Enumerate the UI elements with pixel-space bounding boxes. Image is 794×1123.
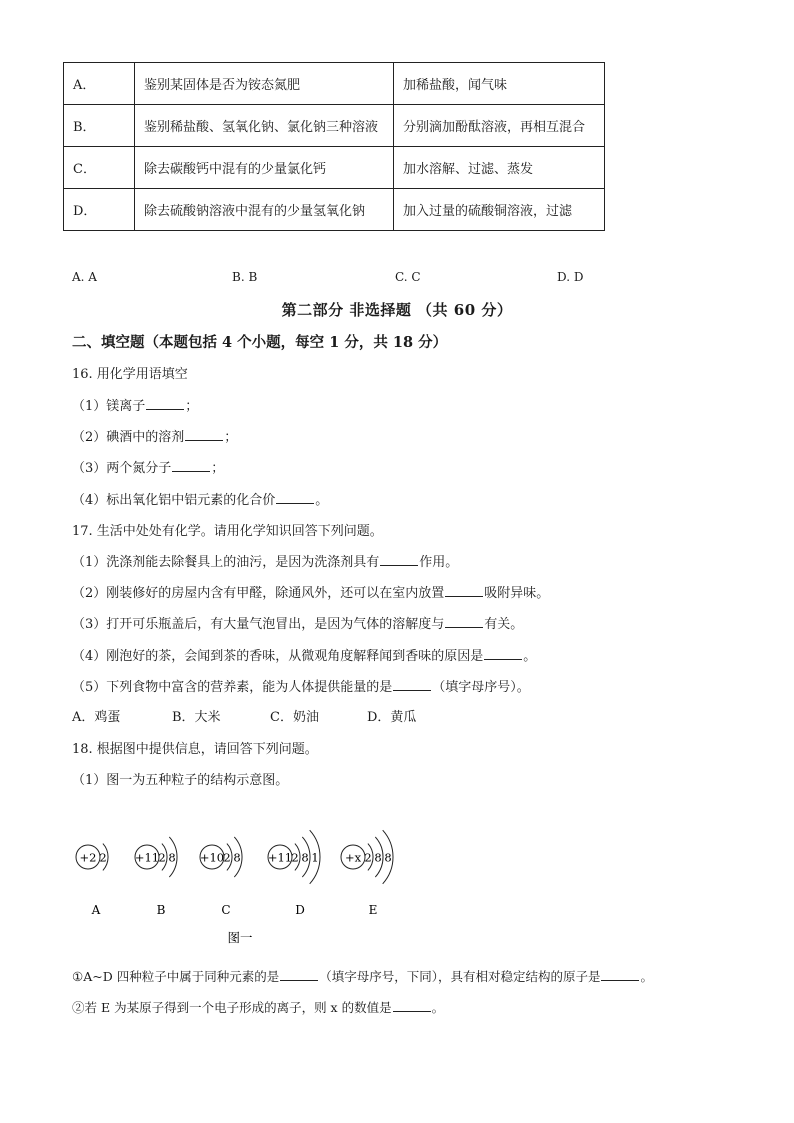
purpose-cell: 除去硫酸钠溶液中混有的少量氢氧化钠 <box>135 189 394 231</box>
table-row <box>64 105 605 147</box>
choice-d: D．黄瓜 <box>367 710 417 725</box>
q17-choices <box>0 706 794 724</box>
part2-title: 第二部分 非选择题 （共 60 分） <box>281 301 513 319</box>
table-row <box>64 63 605 105</box>
choice-a: A．鸡蛋 <box>72 710 121 725</box>
answer-option-c: C. C <box>395 270 421 284</box>
electron-count: 2 <box>364 850 372 865</box>
answer-blank[interactable] <box>276 490 314 504</box>
answer-blank[interactable] <box>393 998 431 1012</box>
q18-sub1: （1）图一为五种粒子的结构示意图。 <box>72 773 289 788</box>
answer-blank[interactable] <box>445 614 483 628</box>
q17-item-4: （4）刚泡好的茶，会闻到茶的香味，从微观角度解释闻到香味的原因是 。 <box>72 645 536 664</box>
nucleus-charge: +11 <box>267 850 293 865</box>
answer-blank[interactable] <box>172 458 210 472</box>
particle-label: E <box>368 903 378 917</box>
particle-label: D <box>295 903 305 917</box>
atomic-structure-diagram <box>60 800 440 950</box>
method-cell: 分别滴加酚酞溶液，再相互混合 <box>394 105 605 147</box>
purpose-cell: 鉴别稀盐酸、氢氧化钠、氯化钠三种溶液 <box>135 105 394 147</box>
q17-item-2: （2）刚装修好的房屋内含有甲醛，除通风外，还可以在室内放置 吸附异味。 <box>72 582 549 601</box>
electron-count: 8 <box>384 850 392 865</box>
nucleus-charge: +11 <box>134 850 160 865</box>
q16-item-3: （3）两个氮分子 ； <box>72 457 224 476</box>
q18-question-1: ①A~D 四种粒子中属于同种元素的是 （填字母序号，下同），具有相对稳定结构的原子是 。 <box>72 969 653 984</box>
answer-blank[interactable] <box>146 396 184 410</box>
table-row <box>64 189 605 231</box>
particle-label: C <box>221 903 231 917</box>
nucleus-charge: +x <box>344 850 362 865</box>
nucleus-charge: +2 <box>79 850 97 865</box>
method-cell: 加水溶解、过滤、蒸发 <box>394 147 605 189</box>
q16-stem: 16. 用化学用语填空 <box>72 367 188 382</box>
table-row <box>64 147 605 189</box>
q16-item-1: （1）镁离子 ； <box>72 395 198 414</box>
option-cell: B． <box>64 105 135 147</box>
choice-c: C．奶油 <box>270 710 319 725</box>
q17-item-5: （5）下列食物中富含的营养素，能为人体提供能量的是 （填字母序号）。 <box>72 676 530 695</box>
answer-blank[interactable] <box>601 967 639 981</box>
electron-count: 8 <box>233 850 241 865</box>
q16-item-4: （4）标出氧化铝中铝元素的化合价 。 <box>72 489 328 508</box>
q18-stem: 18. 根据图中提供信息，请回答下列问题。 <box>72 742 318 757</box>
particle-e <box>341 830 393 917</box>
method-cell: 加稀盐酸，闻气味 <box>394 63 605 105</box>
q17-stem: 17. 生活中处处有化学。请用化学知识回答下列问题。 <box>72 524 383 539</box>
electron-count: 2 <box>291 850 299 865</box>
answer-option-d: D. D <box>557 270 584 284</box>
choice-b: B．大米 <box>172 710 221 725</box>
nucleus-charge: +10 <box>199 850 225 865</box>
section2-title: 二、填空题（本题包括 4 个小题，每空 1 分，共 18 分） <box>72 334 448 351</box>
option-cell: A． <box>64 63 135 105</box>
electron-count: 1 <box>311 850 319 865</box>
electron-count: 8 <box>301 850 309 865</box>
answer-blank[interactable] <box>484 646 522 660</box>
answer-blank[interactable] <box>445 583 483 597</box>
option-cell: D． <box>64 189 135 231</box>
answer-options <box>0 270 794 288</box>
figure-caption: 图一 <box>227 930 253 945</box>
answer-option-b: B. B <box>232 270 258 284</box>
particle-d <box>268 830 320 917</box>
particle-c <box>200 837 242 917</box>
purpose-cell: 鉴别某固体是否为铵态氮肥 <box>135 63 394 105</box>
electron-count: 8 <box>374 850 382 865</box>
electron-count: 2 <box>99 850 107 865</box>
answer-option-a: A. A <box>72 270 97 284</box>
answer-blank[interactable] <box>380 552 418 566</box>
purpose-cell: 除去碳酸钙中混有的少量氯化钙 <box>135 147 394 189</box>
q17-item-3: （3）打开可乐瓶盖后，有大量气泡冒出，是因为气体的溶解度与 有关。 <box>72 613 523 632</box>
particle-a <box>76 844 108 917</box>
electron-count: 2 <box>158 850 166 865</box>
answer-blank[interactable] <box>280 967 318 981</box>
particle-b <box>135 837 177 917</box>
particle-label: A <box>91 903 101 917</box>
method-cell: 加入过量的硫酸铜溶液，过滤 <box>394 189 605 231</box>
experiment-options-table <box>63 62 605 231</box>
q16-item-2: （2）碘酒中的溶剂 ； <box>72 426 237 445</box>
q18-question-2: ②若 E 为某原子得到一个电子形成的离子，则 x 的数值是 。 <box>72 1000 445 1015</box>
answer-blank[interactable] <box>393 677 431 691</box>
option-cell: C． <box>64 147 135 189</box>
electron-count: 8 <box>168 850 176 865</box>
answer-blank[interactable] <box>185 427 223 441</box>
electron-count: 2 <box>223 850 231 865</box>
q17-item-1: （1）洗涤剂能去除餐具上的油污，是因为洗涤剂具有 作用。 <box>72 551 458 570</box>
particle-label: B <box>156 903 166 917</box>
